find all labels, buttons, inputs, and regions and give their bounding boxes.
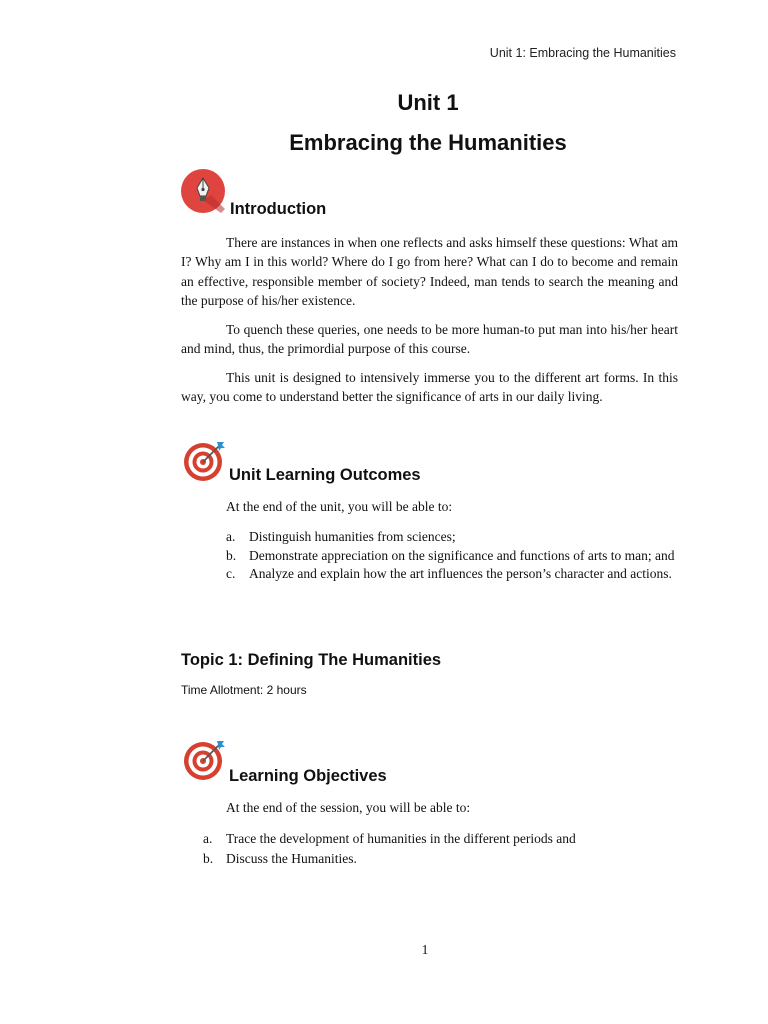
- list-marker: a.: [226, 529, 236, 544]
- list-marker: a.: [203, 831, 213, 846]
- list-marker: c.: [226, 566, 236, 581]
- pen-nib-icon: [181, 169, 225, 213]
- list-item-text: Demonstrate appreciation on the significance and functions of arts to man; and: [249, 547, 675, 563]
- list-item: [226, 528, 678, 547]
- list-item-text: Distinguish humanities from sciences;: [249, 529, 456, 544]
- list-item: [203, 829, 678, 849]
- list-item-text: Analyze and explain how the art influences the person’s character and actions.: [249, 566, 672, 581]
- learning-objectives-list: [203, 829, 678, 868]
- list-item-text: Discuss the Humanities.: [226, 850, 357, 866]
- unit-title: Unit 1: [397, 90, 459, 115]
- unit-subtitle: Embracing the Humanities: [289, 130, 567, 155]
- intro-paragraph-1: There are instances in when one reflects and asks himself these questions: What am I? Why am I in this world? Where do I go from here? What can I do to become and remain an effective, responsible member of society? Indeed, man tends to search the meaning and the purpose of his/her existence.: [181, 235, 678, 308]
- learning-objectives-heading: Learning Objectives: [229, 767, 387, 785]
- list-item: [203, 849, 678, 869]
- list-marker: b.: [203, 850, 214, 866]
- page-number: 1: [421, 942, 429, 957]
- topic-heading: Topic 1: Defining The Humanities: [181, 651, 442, 669]
- intro-paragraph-2: To quench these queries, one needs to be more human-to put man into his/her heart and mind, thus, the primordial purpose of this course.: [181, 322, 678, 357]
- running-header: Unit 1: Embracing the Humanities: [489, 46, 676, 60]
- unit-outcomes-list: [226, 528, 678, 584]
- unit-outcomes-heading: Unit Learning Outcomes: [229, 466, 421, 484]
- unit-outcomes-intro: At the end of the unit, you will be able to:: [226, 499, 453, 514]
- learning-objectives-intro: At the end of the session, you will be able to:: [226, 800, 471, 815]
- intro-paragraph-3: This unit is designed to intensively immerse you to the different art forms. In this way, you come to understand better the significance of arts in our daily living.: [181, 370, 678, 405]
- list-item: [226, 547, 678, 566]
- list-item-text: Trace the development of humanities in the different periods and: [226, 831, 576, 846]
- list-marker: b.: [226, 547, 237, 563]
- target-icon: [182, 439, 228, 483]
- target-icon: [182, 738, 228, 782]
- time-allotment: Time Allotment: 2 hours: [181, 683, 307, 697]
- introduction-heading: Introduction: [230, 200, 327, 218]
- list-item: [226, 565, 678, 584]
